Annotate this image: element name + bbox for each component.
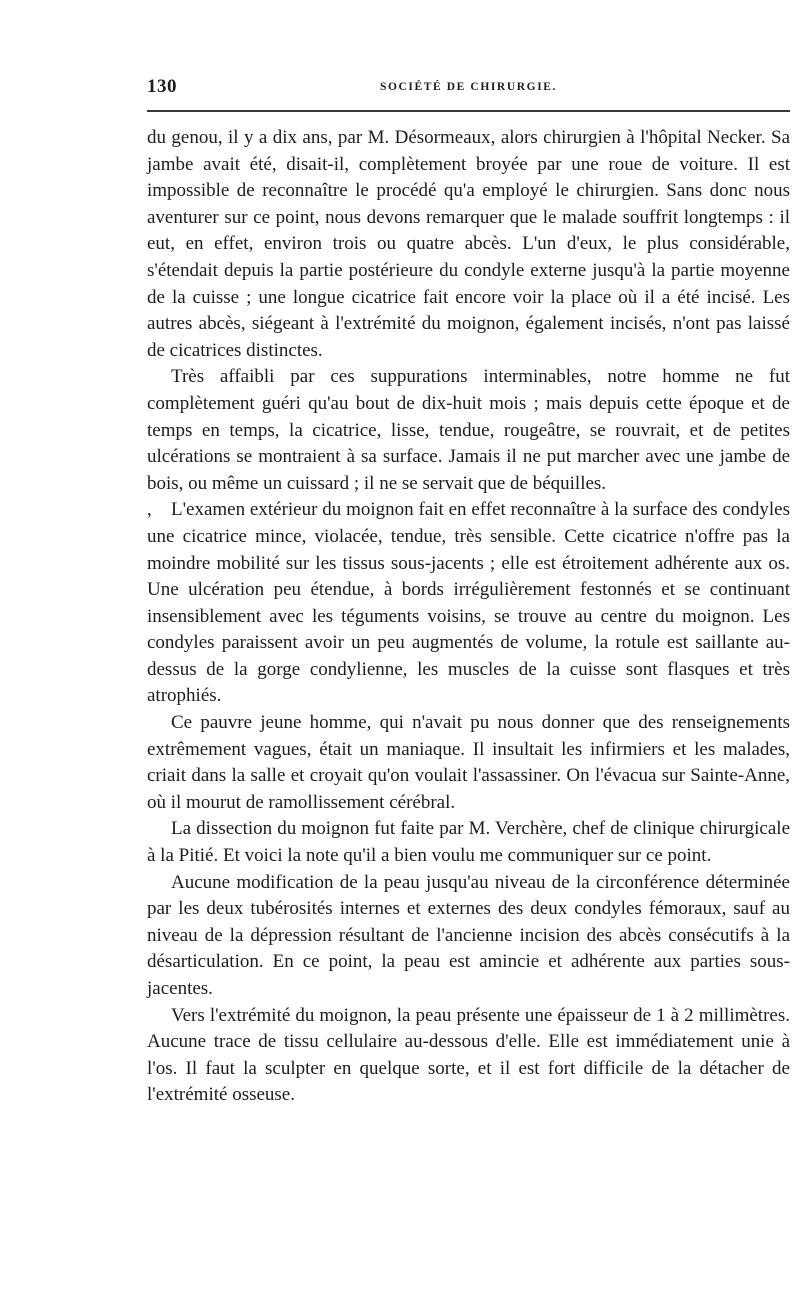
page-number: 130 <box>147 76 177 97</box>
paragraph-continuation: du genou, il y a dix ans, par M. Désormeaux, alors chirurgien à l'hôpital Necker. Sa jambe avait été, disait-il, complètement broyée par une roue de voiture. Il est impossible de reconnaître le procédé qu'a employé le chirurgien. Sans donc nous aventurer sur ce point, nous devons remarquer que le malade souffrit longtemps : il eut, en effet, environ trois ou quatre abcès. L'un d'eux, le plus considérable, s'étendait depuis la partie postérieure du condyle externe jusqu'à la partie moyenne de la cuisse ; une longue cicatrice fait encore voir la place où il a été incisé. Les autres abcès, siégeant à l'extrémité du moignon, également incisés, n'ont pas laissé de cicatrices distinctes. <box>147 127 790 361</box>
paragraph-text: L'examen extérieur du moignon fait en effet reconnaître à la surface des condyles une cicatrice mince, violacée, tendue, très sensible. Cette cicatrice n'offre pas la moindre mobilité sur les tissus sous-jacents ; elle est étroitement adhérente aux os. Une ulcération peu étendue, à bords irrégulièrement festonnés et se continuant insensiblement avec les téguments voisins, se trouve au centre du moignon. Les condyles paraissent avoir un peu augmentés de volume, la rotule est saillante au-dessus de la gorge condylienne, les muscles de la cuisse sont flasques et très atrophiés. <box>147 499 790 707</box>
paragraph: Très affaibli par ces suppurations interminables, notre homme ne fut complètement guéri qu'au bout de dix-huit mois ; mais depuis cette époque et de temps en temps, la cicatrice, lisse, tendue, rougeâtre, se rouvrait, et de petites ulcérations se montraient à sa surface. Jamais il ne put marcher avec une jambe de bois, ou même un cuissard ; il ne se servait que de béquilles. <box>147 366 790 494</box>
running-head <box>147 76 790 104</box>
margin-mark: , <box>147 499 152 521</box>
body-text <box>147 125 790 1109</box>
paragraph: La dissection du moignon fut faite par M. Verchère, chef de clinique chirurgicale à la Pitié. Et voici la note qu'il a bien voulu me communiquer sur ce point. <box>147 818 790 867</box>
paragraph: Vers l'extrémité du moignon, la peau présente une épaisseur de 1 à 2 millimètres. Aucune trace de tissu cellulaire au-dessous d'elle. Elle est immédiatement unie à l'os. Il faut la sculpter en quelque sorte, et il est fort difficile de la détacher de l'extrémité osseuse. <box>147 1004 790 1106</box>
paragraph-with-margin-mark <box>147 497 790 710</box>
paragraph: Ce pauvre jeune homme, qui n'avait pu nous donner que des renseignements extrêmement vagues, était un maniaque. Il insultait les infirmiers et les malades, criait dans la salle et croyait qu'on voulait l'assassiner. On l'évacua sur Sainte-Anne, où il mourut de ramollissement cérébral. <box>147 712 790 813</box>
running-title: SOCIÉTÉ DE CHIRURGIE. <box>379 81 558 93</box>
header-rule <box>147 110 790 112</box>
paragraph: Aucune modification de la peau jusqu'au niveau de la circonférence déterminée par les deux tubérosités internes et externes des deux condyles fémoraux, sauf au niveau de la dépression résultant de l'ancienne incision des abcès consécutifs à la désarticulation. En ce point, la peau est amincie et adhérente aux parties sous-jacentes. <box>147 871 790 999</box>
